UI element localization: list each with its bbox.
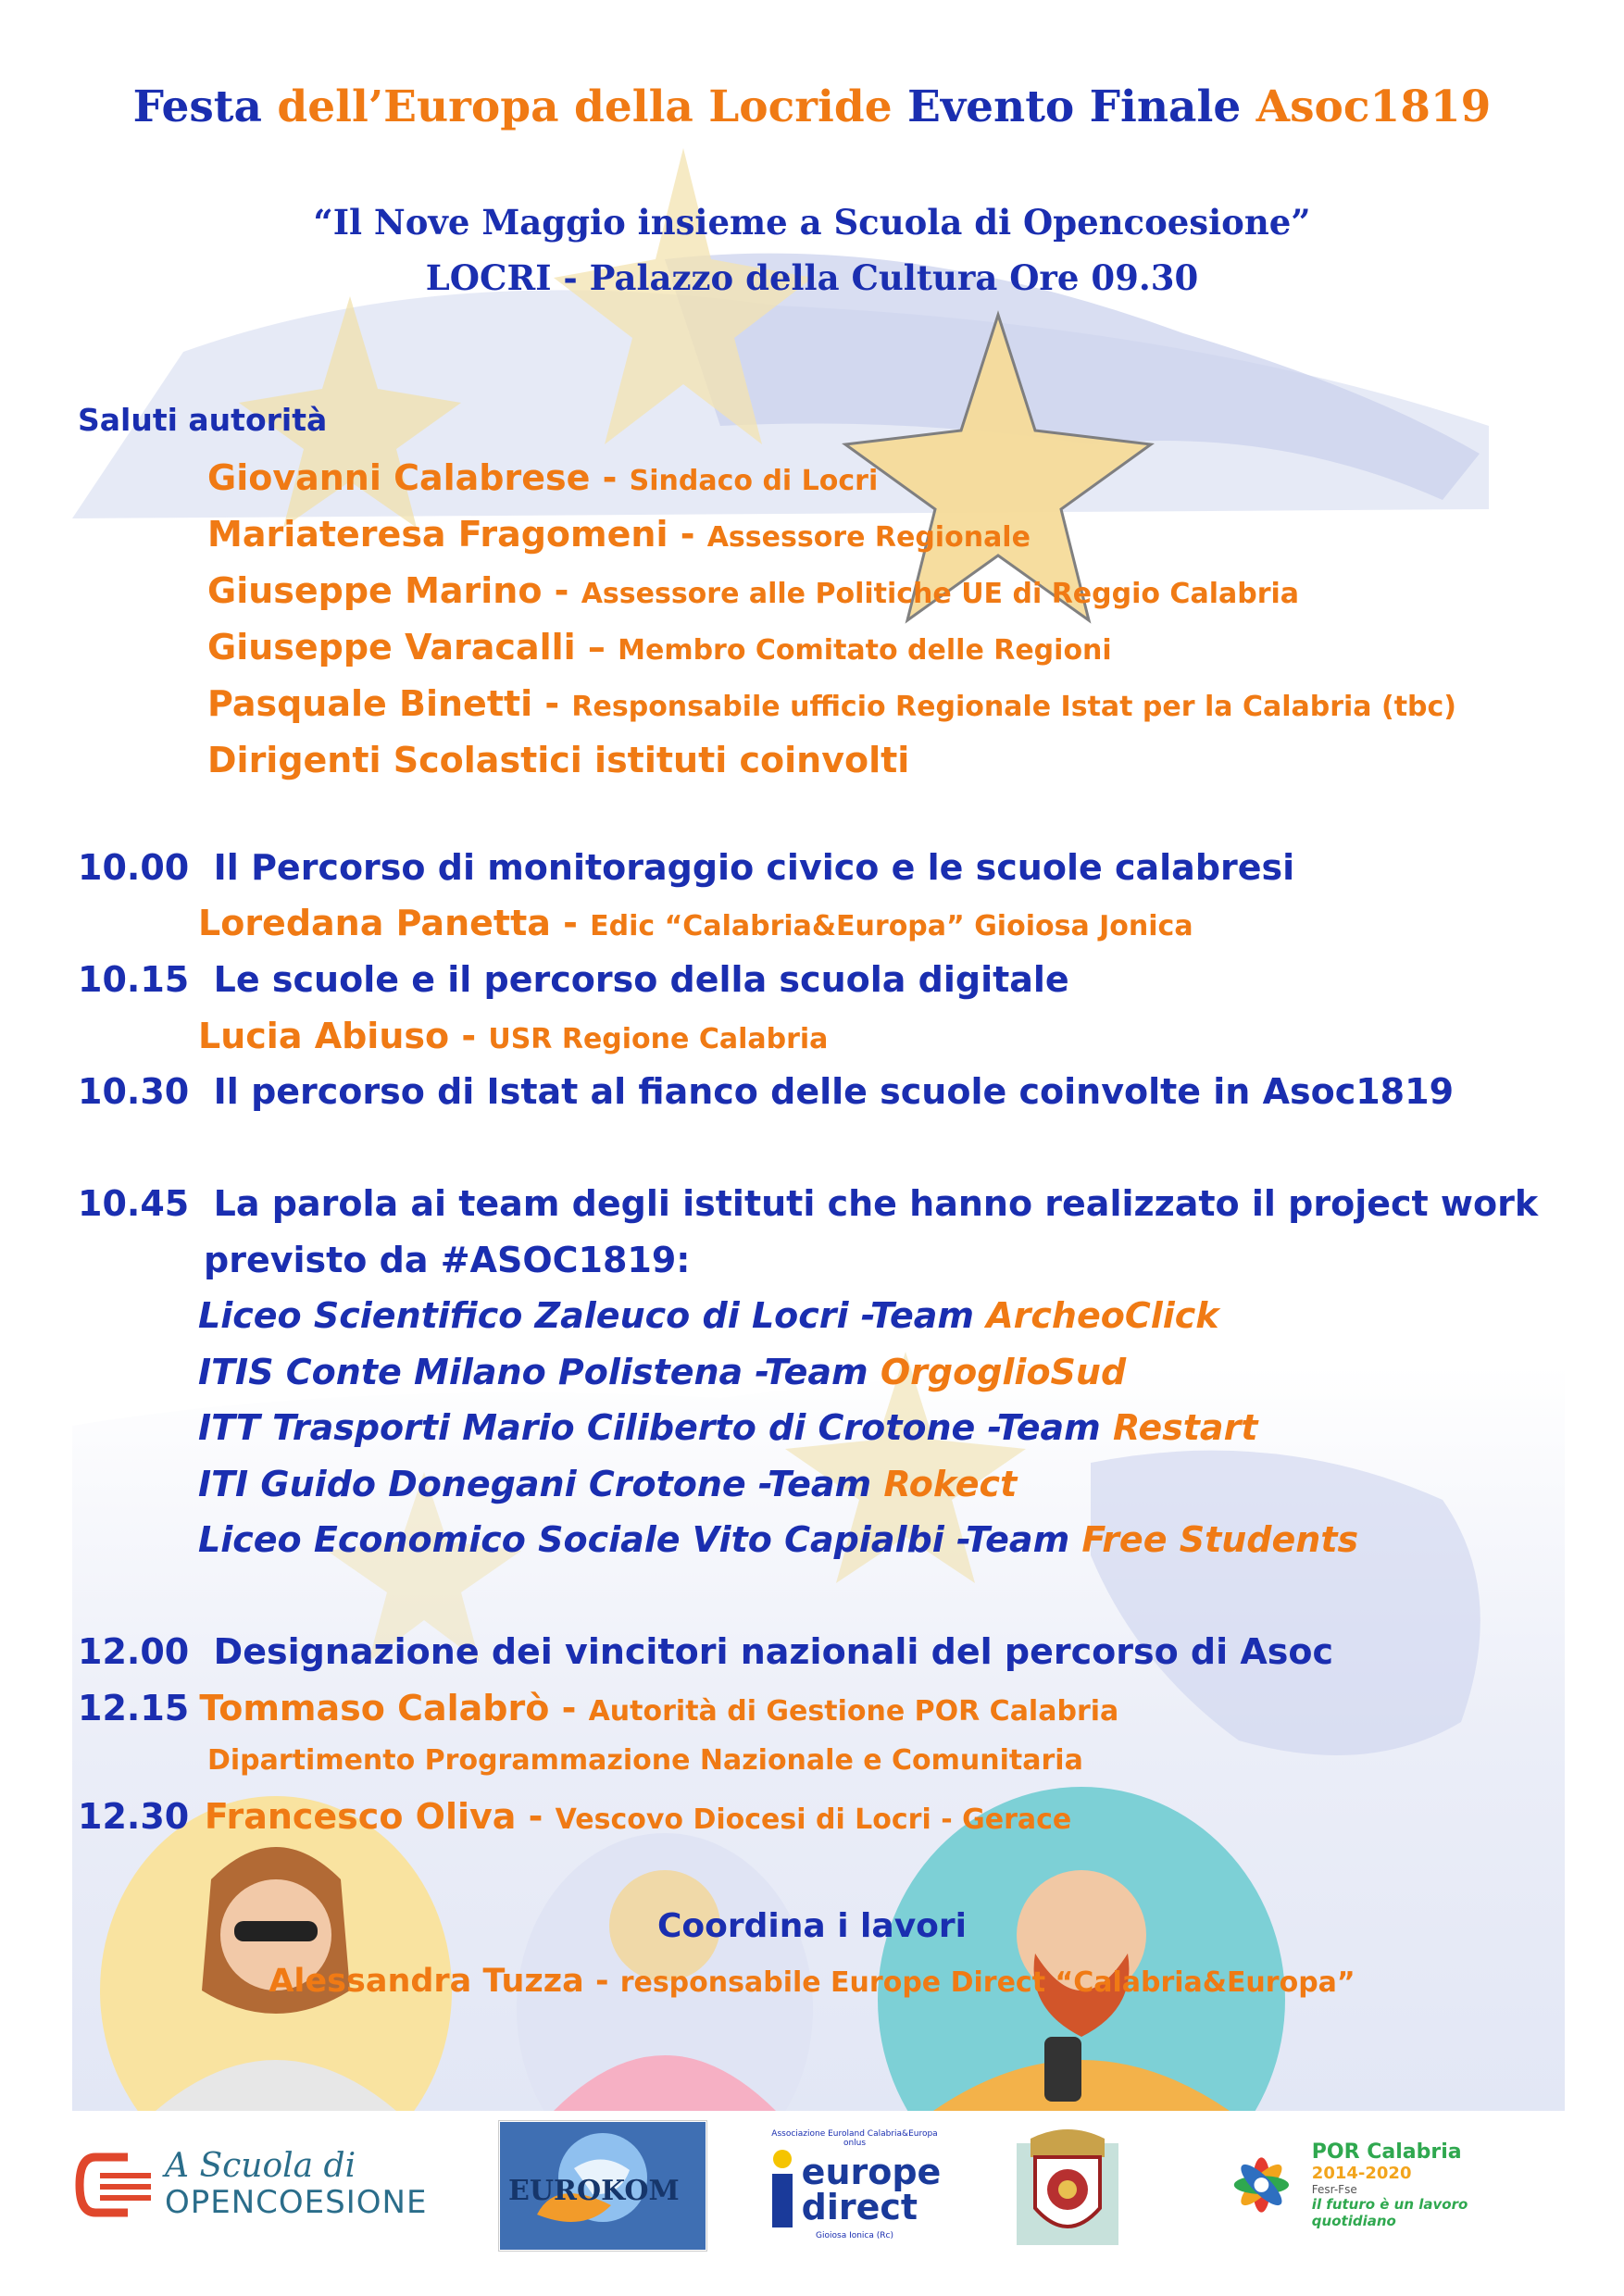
europe-direct-logo <box>767 2120 943 2250</box>
eurokom-text: EUROKOM <box>508 2175 680 2207</box>
eurokom-logo <box>498 2120 707 2252</box>
europe-direct-org: Associazione Euroland Calabria&Europa onlus <box>771 2129 938 2148</box>
schedule-item: 10.00 Il Percorso di monitoraggio civico e le scuole calabresi <box>78 847 1295 888</box>
program <box>78 0 1587 2296</box>
schedule-item: 10.30 Il percorso di Istat al fianco delle scuole coinvolte in Asoc1819 <box>78 1071 1455 1112</box>
event-location-time: LOCRI - Palazzo della Cultura Ore 09.30 <box>425 257 1199 298</box>
greeting-item: Mariateresa Fragomeni - Assessore Regionale <box>207 514 1031 555</box>
europe-direct-place: Gioiosa Ionica (Rc) <box>816 2231 893 2240</box>
team-item: ITT Trasporti Mario Ciliberto di Crotone -Team Restart <box>198 1407 1258 1448</box>
greeting-item: Giovanni Calabrese - Sindaco di Locri <box>207 457 879 498</box>
schedule-item: 10.15 Le scuole e il percorso della scuola digitale <box>78 959 1069 1000</box>
event-subtitle: “Il Nove Maggio insieme a Scuola di Opencoesione” <box>313 202 1311 243</box>
por-calabria-logo <box>1220 2120 1554 2250</box>
por-years: 2014-2020 <box>1311 2164 1412 2183</box>
greeting-item: Giuseppe Marino - Assessore alle Politiche UE di Reggio Calabria <box>207 570 1300 611</box>
schedule-item: 10.45 La parola ai team degli istituti che hanno realizzato il project work <box>78 1183 1539 1224</box>
team-item: ITI Guido Donegani Crotone -Team Rokect <box>198 1464 1018 1504</box>
schedule-item-continued: previsto da #ASOC1819: <box>204 1240 691 1280</box>
speaker-role-continued: Dipartimento Programmazione Nazionale e Comunitaria <box>207 1744 1083 1777</box>
greeting-item: Pasquale Binetti - Responsabile ufficio Regionale Istat per la Calabria (tbc) <box>207 683 1456 724</box>
europe-direct-word1: europe <box>801 2152 942 2192</box>
greeting-item: Giuseppe Varacalli – Membro Comitato delle Regioni <box>207 627 1112 668</box>
opencoesione-line2: OPENCOESIONE <box>165 2184 428 2221</box>
footer-logos <box>72 2113 1565 2252</box>
event-title: Festa dell’Europa della Locride Evento Finale Asoc1819 <box>132 81 1492 132</box>
coat-of-arms-icon <box>1012 2120 1123 2250</box>
europe-direct-word2: direct <box>801 2187 918 2227</box>
team-item: Liceo Scientifico Zaleuco di Locri -Team ArcheoClick <box>198 1295 1219 1336</box>
schedule-item: 12.30 Francesco Oliva - Vescovo Diocesi di Locri - Gerace <box>78 1796 1072 1837</box>
opencoesione-icon <box>72 2148 156 2222</box>
europe-direct-i-icon <box>768 2148 796 2231</box>
por-slogan: il futuro è un lavoro quotidiano <box>1311 2196 1468 2229</box>
team-item: ITIS Conte Milano Polistena -Team OrgoglioSud <box>198 1352 1127 1392</box>
coordination-line: Alessandra Tuzza - responsabile Europe Direct “Calabria&Europa” <box>269 1963 1355 2000</box>
por-title: POR Calabria <box>1311 2140 1462 2164</box>
por-calabria-flower-icon <box>1220 2143 1303 2227</box>
opencoesione-line1: A Scuola di <box>165 2147 356 2185</box>
coordination-heading: Coordina i lavori <box>656 1907 967 1945</box>
speaker-line: Loredana Panetta - Edic “Calabria&Europa” Gioiosa Jonica <box>198 903 1193 943</box>
speaker-line: Lucia Abiuso - USR Regione Calabria <box>198 1016 829 1056</box>
team-item: Liceo Economico Sociale Vito Capialbi -Team Free Students <box>198 1519 1359 1560</box>
schedule-item: 12.15 Tommaso Calabrò - Autorità di Gestione POR Calabria <box>78 1688 1119 1728</box>
greeting-item: Dirigenti Scolastici istituti coinvolti <box>207 740 910 780</box>
schedule-item: 12.00 Designazione dei vincitori nazionali del percorso di Asoc <box>78 1631 1334 1672</box>
greetings-heading: Saluti autorità <box>78 402 328 438</box>
por-fund: Fesr-Fse <box>1311 2183 1357 2196</box>
opencoesione-logo <box>72 2120 443 2250</box>
locri-coat-of-arms-logo <box>1007 2120 1128 2250</box>
